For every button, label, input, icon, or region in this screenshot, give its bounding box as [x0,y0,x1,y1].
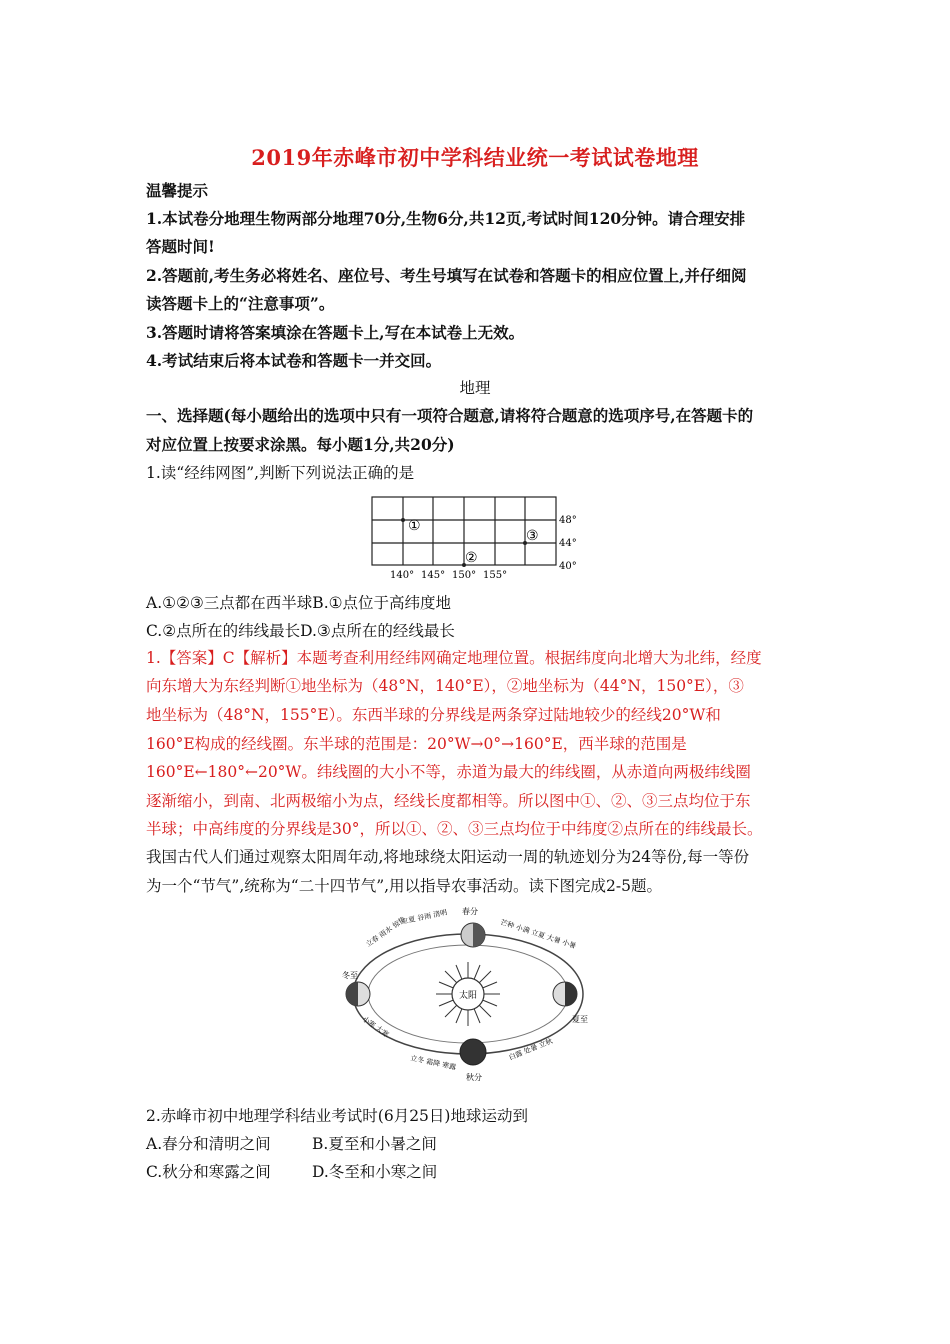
earth-orbit-figure [340,902,595,1084]
solar-term-label: 立春 雨水 惊蛰 [364,915,408,949]
answer-line: 向东增大为东经判断①地坐标为（48°N，140°E），②地坐标为（44°N，150°E），③ [146,677,744,695]
lon-label: 155° [483,570,508,581]
option-d: D.冬至和小寒之间 [312,1163,438,1181]
answer-line: 地坐标为（48°N，155°E）。东西半球的分界线是两条穿过陆地较少的经线20°W和 [146,706,721,724]
answer-line: 1.【答案】C【解析】本题考查利用经纬网确定地理位置。根据纬度向北增大为北纬，经度 [146,649,762,667]
answer-line: 160°E←180°←20°W。纬线圈的大小不等，赤道为最大的纬线圈，从赤道向两极纬线圈 [146,763,751,781]
tip-line: 3.答题时请将答案填涂在答题卡上,写在本试卷上无效。 [146,323,525,342]
question-1-option: A.①②③三点都在西半球B.①点位于高纬度地 [146,594,452,612]
subject-heading: 地理 [459,379,491,397]
lat-lon-grid-figure [368,494,588,582]
sun-label: 太阳 [459,991,478,1001]
solar-term-label: 白露 处暑 立秋 [507,1037,554,1062]
question-2-stem: 2.赤峰市初中地理学科结业考试时(6月25日)地球运动到 [146,1107,528,1125]
answer-line: 160°E构成的经线圈。东半球的范围是：20°W→0°→160°E，西半球的范围是 [146,735,687,753]
answer-line: 半球；中高纬度的分界线是30°，所以①、②、③三点均位于中纬度②点所在的纬线最长。 [146,820,763,838]
option-a: A.春分和清明之间 [146,1135,271,1153]
solar-term-label: 立冬 霜降 寒露 [409,1054,457,1072]
question-1-stem: 1.读“经纬网图”,判断下列说法正确的是 [146,464,415,482]
season-label: 春分 [462,907,478,916]
option-b: B.夏至和小暑之间 [312,1135,437,1153]
tip-line: 1.本试卷分地理生物两部分地理70分,生物6分,共12页,考试时间120分钟。请合理安排 [146,209,746,228]
earth-autumn-icon [460,1039,486,1065]
tip-line: 4.考试结束后将本试卷和答题卡一并交回。 [146,351,442,370]
exam-title: 2019年赤峰市初中学科结业统一考试试卷地理 [251,145,699,170]
season-label: 冬至 [342,971,358,980]
tip-line: 答题时间! [146,237,215,256]
point-2-label: ② [465,550,478,566]
lat-label: 48° [559,515,577,526]
lat-label: 40° [559,561,577,572]
option-c: C.秋分和寒露之间 [146,1163,271,1181]
passage-line: 我国古代人们通过观察太阳周年动,将地球绕太阳运动一周的轨迹划分为24等份,每一等份 [146,848,750,866]
season-label: 秋分 [466,1073,482,1082]
earth-summer-icon [553,982,577,1006]
solar-term-label: 芒种 小满 立夏 大暑 小暑 [499,918,577,951]
lon-label: 145° [421,570,446,581]
passage-line: 为一个“节气”,统称为“二十四节气”,用以指导农事活动。读下图完成2-5题。 [146,877,663,895]
section-heading-cont: 对应位置上按要求涂黑。每小题1分,共20分) [146,435,455,454]
question-1-option: C.②点所在的纬线最长D.③点所在的经线最长 [146,622,455,640]
earth-spring-icon [461,923,485,947]
answer-line: 逐渐缩小，到南、北两极缩小为点，经线长度都相等。所以图中①、②、③三点均位于东 [146,792,751,810]
point-1-dot [401,518,405,522]
tips-heading: 温馨提示 [146,181,209,200]
tip-line: 读答题卡上的“注意事项”。 [146,294,335,313]
question-2-option-row [146,1134,826,1154]
solar-term-label: 小寒 大寒 [360,1015,391,1039]
lon-label: 150° [452,570,477,581]
point-3-label: ③ [526,528,539,544]
tip-line: 2.答题前,考生务必将姓名、座位号、考生号填写在试卷和答题卡的相应位置上,并仔细阅 [146,266,747,285]
lon-label: 140° [390,570,415,581]
section-heading: 一、选择题(每小题给出的选项中只有一项符合题意,请将符合题意的选项序号,在答题卡的 [146,406,754,425]
point-1-label: ① [408,518,421,534]
earth-winter-icon [346,982,370,1006]
season-label: 夏至 [572,1015,588,1024]
question-2-option-row [146,1162,826,1182]
solar-term-label: 立夏 谷雨 清明 [400,908,448,926]
lat-label: 44° [559,538,577,549]
